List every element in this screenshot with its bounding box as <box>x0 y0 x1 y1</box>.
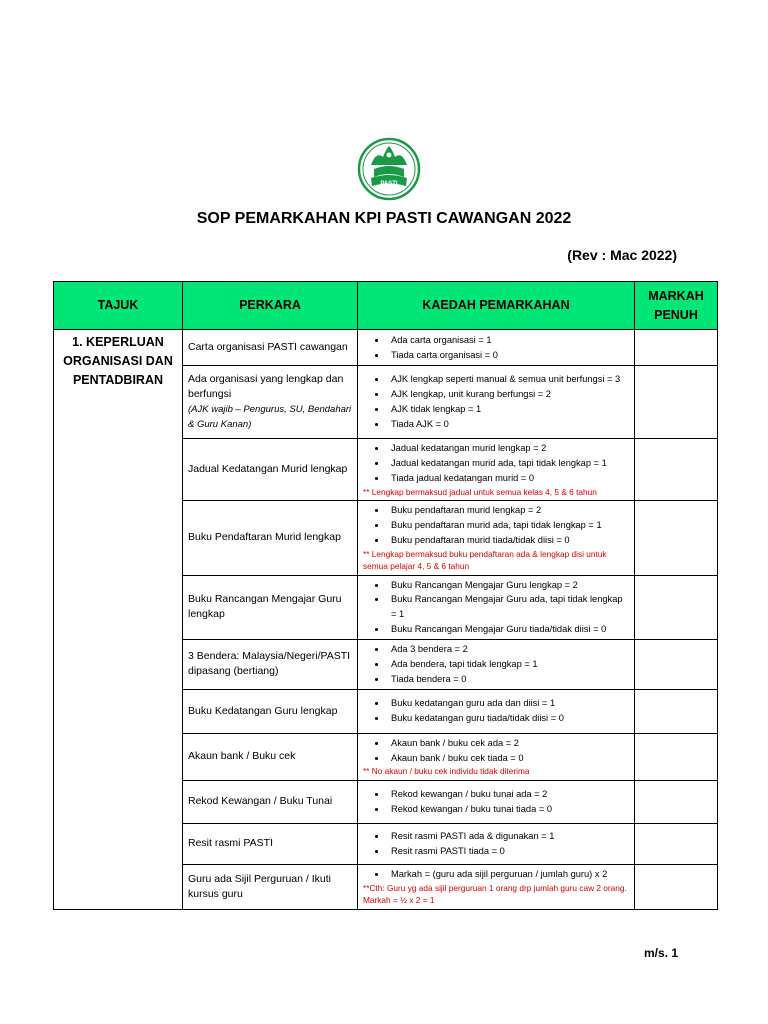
perkara-cell <box>183 689 358 733</box>
kaedah-item: • Jadual kedatangan murid lengkap = 2 <box>387 441 629 456</box>
kaedah-item: • Markah = (guru ada sijil perguruan / jumlah guru) x 2 <box>387 867 629 882</box>
kaedah-item: • Tiada jadual kedatangan murid = 0 <box>387 471 629 486</box>
kaedah-item: • Akaun bank / buku cek ada = 2 <box>387 736 629 751</box>
column-header-tajuk: TAJUK <box>54 282 183 330</box>
markah-cell <box>635 689 718 733</box>
perkara-cell <box>183 864 358 909</box>
kaedah-item: • Resit rasmi PASTI ada & digunakan = 1 <box>387 829 629 844</box>
kaedah-cell <box>358 640 635 690</box>
markah-cell <box>635 330 718 366</box>
table-header-row <box>54 282 718 330</box>
perkara-cell <box>183 366 358 439</box>
perkara-text: Buku Rancangan Mengajar Guru lengkap <box>188 593 342 621</box>
perkara-cell <box>183 823 358 864</box>
kaedah-cell <box>358 330 635 366</box>
perkara-cell <box>183 733 358 780</box>
perkara-text: Ada organisasi yang lengkap dan berfungsi <box>188 372 344 400</box>
kaedah-cell <box>358 575 635 640</box>
table-row <box>54 330 718 366</box>
markah-cell <box>635 501 718 576</box>
kaedah-item: • Tiada carta organisasi = 0 <box>387 348 629 363</box>
kaedah-cell <box>358 689 635 733</box>
kaedah-item: • Buku Rancangan Mengajar Guru tiada/tidak diisi = 0 <box>387 622 629 637</box>
kaedah-list <box>363 333 629 363</box>
kaedah-item: • Buku kedatangan guru ada dan diisi = 1 <box>387 696 629 711</box>
document-title: SOP PEMARKAHAN KPI PASTI CAWANGAN 2022 <box>196 210 572 227</box>
perkara-cell <box>183 330 358 366</box>
kaedah-item: • Tiada bendera = 0 <box>387 672 629 687</box>
perkara-cell <box>183 640 358 690</box>
kaedah-item: • Rekod kewangan / buku tunai tiada = 0 <box>387 802 629 817</box>
kaedah-cell <box>358 780 635 823</box>
kaedah-item: • AJK tidak lengkap = 1 <box>387 402 629 417</box>
kaedah-cell <box>358 864 635 909</box>
kaedah-note: ** Lengkap bermaksud buku pendaftaran ada & lengkap disi untuk semua pelajar 4, 5 & 6 tahun <box>363 548 607 572</box>
pasti-logo <box>356 137 422 201</box>
column-header-markah: MARKAH PENUH <box>635 282 718 330</box>
perkara-text: Buku Pendaftaran Murid lengkap <box>188 531 341 544</box>
kaedah-list <box>363 736 629 766</box>
kaedah-list <box>363 787 629 817</box>
kaedah-list <box>363 829 629 859</box>
kaedah-item: • AJK lengkap seperti manual & semua unit berfungsi = 3 <box>387 372 629 387</box>
kaedah-item: • Buku pendaftaran murid ada, tapi tidak lengkap = 1 <box>387 518 629 533</box>
perkara-cell <box>183 501 358 576</box>
markah-cell <box>635 575 718 640</box>
column-header-perkara: PERKARA <box>183 282 358 330</box>
kaedah-item: • Tiada AJK = 0 <box>387 417 629 432</box>
perkara-cell <box>183 439 358 501</box>
markah-cell <box>635 366 718 439</box>
kaedah-list <box>363 696 629 726</box>
markah-cell <box>635 733 718 780</box>
kaedah-list <box>363 578 629 638</box>
markah-cell <box>635 780 718 823</box>
markah-cell <box>635 640 718 690</box>
kaedah-item: • Buku Rancangan Mengajar Guru ada, tapi tidak lengkap = 1 <box>387 592 629 622</box>
kaedah-cell <box>358 501 635 576</box>
perkara-text: Rekod Kewangan / Buku Tunai <box>188 795 333 808</box>
page-number: m/s. 1 <box>643 946 678 960</box>
markah-cell <box>635 439 718 501</box>
perkara-cell <box>183 575 358 640</box>
markah-cell <box>635 823 718 864</box>
kaedah-cell <box>358 823 635 864</box>
kaedah-list <box>363 642 629 687</box>
perkara-text: Resit rasmi PASTI <box>188 837 273 850</box>
kaedah-cell <box>358 439 635 501</box>
markah-cell <box>635 864 718 909</box>
kaedah-item: • Jadual kedatangan murid ada, tapi tidak lengkap = 1 <box>387 456 629 471</box>
kaedah-item: • Buku pendaftaran murid tiada/tidak diisi = 0 <box>387 533 629 548</box>
kaedah-item: • Buku Rancangan Mengajar Guru lengkap = 2 <box>387 578 629 593</box>
kaedah-list <box>363 867 629 882</box>
kaedah-item: • Ada carta organisasi = 1 <box>387 333 629 348</box>
perkara-subnote: (AJK wajib – Pengurus, SU, Bendahari & Guru Kanan) <box>188 404 352 431</box>
kaedah-note: ** No akaun / buku cek individu tidak diterima <box>363 766 530 777</box>
kaedah-list <box>363 372 629 432</box>
section-title: 1. KEPERLUAN ORGANISASI DAN PENTADBIRAN <box>54 330 183 910</box>
kaedah-item: • Buku kedatangan guru tiada/tidak diisi = 0 <box>387 711 629 726</box>
kaedah-cell <box>358 366 635 439</box>
kaedah-item: • Ada bendera, tapi tidak lengkap = 1 <box>387 657 629 672</box>
kaedah-note: **Cth: Guru yg ada sijil perguruan 1 orang drp jumlah guru caw 2 orang. Markah = ½ x 2 = 1 <box>363 882 627 906</box>
column-header-kaedah: KAEDAH PEMARKAHAN <box>358 282 635 330</box>
kaedah-list <box>363 503 629 548</box>
revision-label: (Rev : Mac 2022) <box>567 247 677 263</box>
kaedah-item: • Akaun bank / buku cek tiada = 0 <box>387 751 629 766</box>
perkara-text: Carta organisasi PASTI cawangan <box>188 340 348 353</box>
perkara-cell <box>183 780 358 823</box>
kaedah-item: • Rekod kewangan / buku tunai ada = 2 <box>387 787 629 802</box>
kaedah-cell <box>358 733 635 780</box>
perkara-text: 3 Bendera: Malaysia/Negeri/PASTI dipasang (bertiang) <box>188 650 351 678</box>
perkara-text: Guru ada Sijil Perguruan / Ikuti kursus guru <box>188 872 331 900</box>
kaedah-item: • Ada 3 bendera = 2 <box>387 642 629 657</box>
kaedah-item: • Resit rasmi PASTI tiada = 0 <box>387 844 629 859</box>
kaedah-item: • AJK lengkap, unit kurang berfungsi = 2 <box>387 387 629 402</box>
kaedah-item: • Buku pendaftaran murid lengkap = 2 <box>387 503 629 518</box>
perkara-text: Jadual Kedatangan Murid lengkap <box>188 462 348 475</box>
perkara-text: Akaun bank / Buku cek <box>188 750 296 763</box>
perkara-text: Buku Kedatangan Guru lengkap <box>188 704 338 717</box>
kpi-table <box>53 281 718 910</box>
logo-text: PASTI <box>380 181 398 187</box>
kaedah-list <box>363 441 629 486</box>
kaedah-note: ** Lengkap bermaksud jadual untuk semua kelas 4, 5 & 6 tahun <box>363 486 597 497</box>
